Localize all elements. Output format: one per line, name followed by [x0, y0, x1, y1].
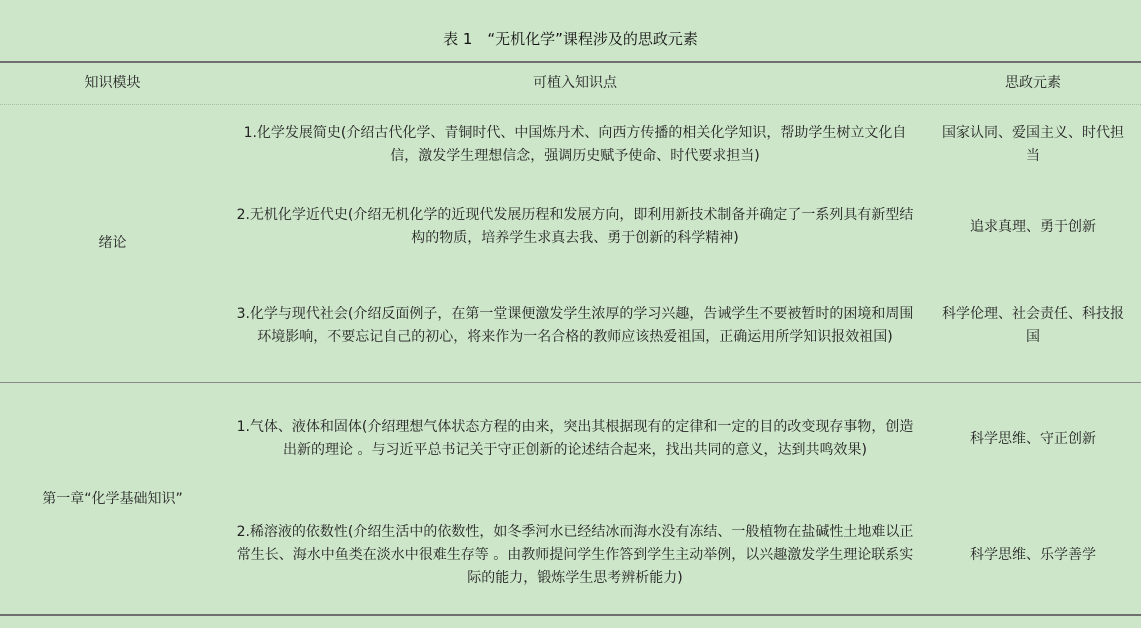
knowledge-point-cell: 2.稀溶液的依数性(介绍生活中的依数性，如冬季河水已经结冰而海水没有冻结、一般植物在盐碱性土地难以正常生长、海水中鱼类在淡水中很难生存等 。由教师提问学生作答到学生主动举例，以兴趣激发学生理论联系实际的能力，锻炼学生思考辨析能力) — [236, 523, 914, 586]
knowledge-point-cell: 3.化学与现代社会(介绍反面例子，在第一堂课便激发学生浓厚的学习兴趣，告诫学生不要被暂时的困境和周围环境影响，不要忘记自己的初心，将来作为一名合格的教师应该热爱祖国，正确运用所学知识报效祖国) — [236, 306, 914, 345]
knowledge-point-cell: 1.化学发展简史(介绍古代化学、青铜时代、中国炼丹术、向西方传播的相关化学知识，帮助学生树立文化自信，激发学生理想信念，强调历史赋予使命、时代要求担当) — [243, 125, 907, 164]
header-points: 可植入知识点 — [533, 75, 617, 91]
element-cell: 追求真理、勇于创新 — [970, 218, 1096, 235]
table-caption: 表 1 “无机化学”课程涉及的思政元素 — [443, 30, 698, 48]
module-cell: 绪论 — [98, 235, 127, 251]
element-cell: 国家认同、爱国主义、时代担当 — [942, 125, 1124, 164]
element-cell: 科学思维、乐学善学 — [970, 546, 1096, 563]
element-cell: 科学伦理、社会责任、科技报国 — [942, 306, 1124, 345]
knowledge-point-cell: 1.气体、液体和固体(介绍理想气体状态方程的由来，突出其根据现有的定律和一定的目的改变现存事物，创造出新的理论 。与习近平总书记关于守正创新的论述结合起来，找出共同的意义，达到共鸣效果) — [236, 419, 914, 458]
header-module: 知识模块 — [84, 75, 141, 91]
knowledge-point-cell: 2.无机化学近代史(介绍无机化学的近现代发展历程和发展方向，即利用新技术制备并确定了一系列具有新型结构的物质，培养学生求真去我、勇于创新的科学精神) — [236, 207, 914, 246]
module-cell: 第一章“化学基础知识” — [42, 490, 183, 507]
element-cell: 科学思维、守正创新 — [970, 430, 1096, 447]
header-elements: 思政元素 — [1005, 75, 1061, 91]
bottom-rule — [0, 614, 1141, 616]
